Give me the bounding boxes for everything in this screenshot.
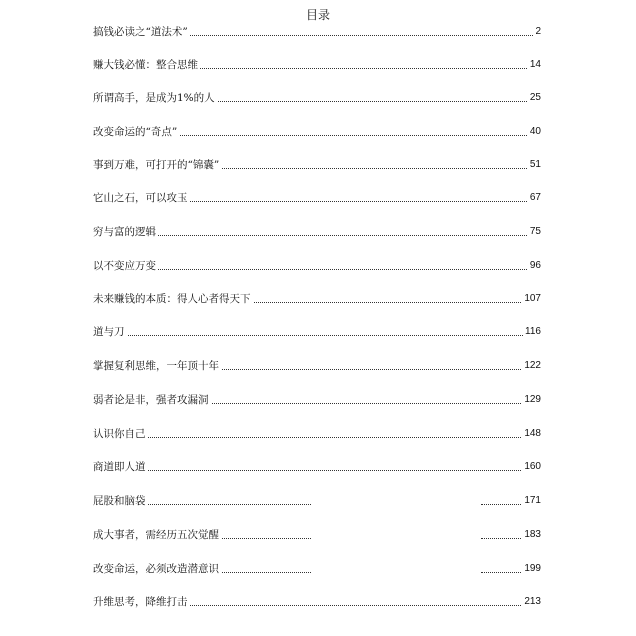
toc-entry-title: 穷与富的逻辑 bbox=[93, 226, 156, 238]
toc-title: 目录 bbox=[305, 8, 330, 22]
toc-entry-page: 107 bbox=[522, 291, 541, 307]
toc-entry-page: 116 bbox=[523, 324, 541, 340]
toc-entry-page: 160 bbox=[522, 459, 541, 475]
toc-entry[interactable] bbox=[93, 157, 541, 173]
toc-entry[interactable] bbox=[93, 90, 541, 106]
toc-entry[interactable] bbox=[93, 459, 541, 475]
toc-entry-title: 改变命运的“奇点” bbox=[93, 126, 178, 138]
toc-entry-title: 搞钱必读之“道法术” bbox=[93, 26, 188, 38]
dot-leader bbox=[93, 269, 541, 270]
toc-entry-page: 122 bbox=[522, 358, 541, 374]
dot-leader bbox=[93, 335, 541, 336]
toc-entry[interactable] bbox=[93, 594, 541, 610]
toc-entry-title: 赚大钱必懂：整合思维 bbox=[93, 59, 198, 71]
toc-entry-page: 129 bbox=[522, 392, 541, 408]
toc-entry-page: 75 bbox=[528, 224, 541, 240]
toc-entry[interactable] bbox=[93, 57, 541, 73]
dot-leader bbox=[93, 470, 541, 471]
toc-entry-title: 升维思考，降维打击 bbox=[93, 596, 188, 608]
toc-entry-title: 屁股和脑袋 bbox=[93, 495, 146, 507]
toc-entry[interactable] bbox=[93, 358, 541, 374]
toc-entry[interactable] bbox=[93, 258, 541, 274]
toc-entry-page: 51 bbox=[528, 157, 541, 173]
toc-entry-page: 40 bbox=[528, 124, 541, 140]
toc-entry-title: 掌握复利思维，一年顶十年 bbox=[93, 360, 219, 372]
toc-entry[interactable] bbox=[93, 224, 541, 240]
toc-entry-title: 它山之石，可以攻玉 bbox=[93, 192, 188, 204]
toc-entry[interactable] bbox=[93, 124, 541, 140]
toc-entry[interactable] bbox=[93, 527, 541, 543]
toc-entry[interactable] bbox=[93, 24, 541, 40]
toc-entry-title: 认识你自己 bbox=[93, 428, 146, 440]
toc-entry-page: 199 bbox=[522, 561, 541, 577]
toc-entry[interactable] bbox=[93, 426, 541, 442]
toc-entry-title: 商道即人道 bbox=[93, 461, 146, 473]
toc-entry-page: 213 bbox=[522, 594, 541, 610]
toc-entry[interactable] bbox=[93, 324, 541, 340]
toc-entry-title: 以不变应万变 bbox=[93, 260, 156, 272]
toc-entry[interactable] bbox=[93, 190, 541, 206]
dot-leader bbox=[93, 437, 541, 438]
toc-entry-title: 改变命运，必须改造潜意识 bbox=[93, 563, 219, 575]
toc-entry-page: 148 bbox=[522, 426, 541, 442]
toc-entry-page: 171 bbox=[522, 493, 541, 509]
toc-entry-title: 事到万难，可打开的“锦囊” bbox=[93, 159, 220, 171]
toc-entry-title: 成大事者，需经历五次觉醒 bbox=[93, 529, 219, 541]
toc-entry[interactable] bbox=[93, 291, 541, 307]
toc-entry[interactable] bbox=[93, 493, 541, 509]
toc-entry-page: 14 bbox=[528, 57, 541, 73]
toc-entry[interactable] bbox=[93, 561, 541, 577]
dot-leader bbox=[93, 235, 541, 236]
toc-entry-title: 道与刀 bbox=[93, 326, 125, 338]
toc-entry-title: 未来赚钱的本质：得人心者得天下 bbox=[93, 293, 251, 305]
toc-entry-page: 2 bbox=[533, 24, 541, 40]
toc-entry-page: 183 bbox=[522, 527, 541, 543]
toc-entry[interactable] bbox=[93, 392, 541, 408]
toc-entry-page: 67 bbox=[528, 190, 541, 206]
toc-entry-title: 所谓高手，是成为1%的人 bbox=[93, 92, 215, 104]
toc-entry-title: 弱者论是非，强者攻漏洞 bbox=[93, 394, 209, 406]
toc-entry-page: 96 bbox=[528, 258, 541, 274]
toc-entry-page: 25 bbox=[528, 90, 541, 106]
